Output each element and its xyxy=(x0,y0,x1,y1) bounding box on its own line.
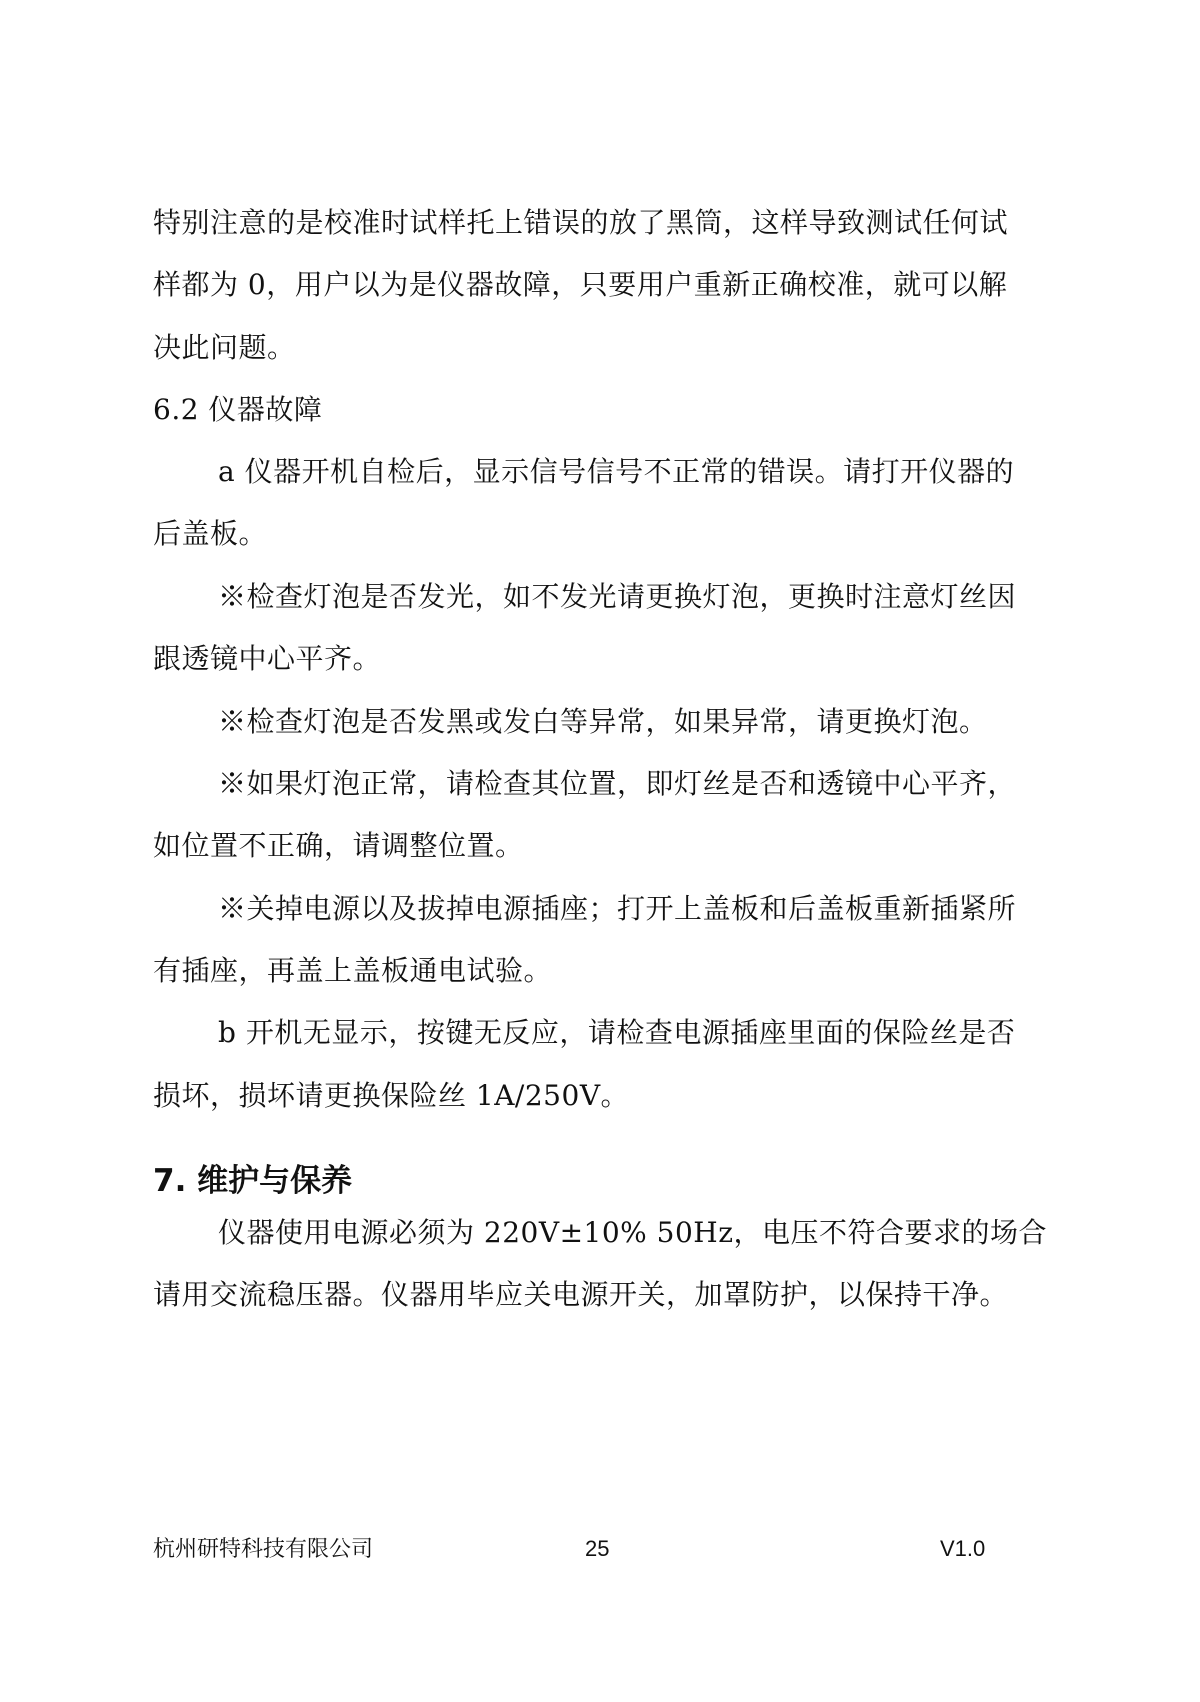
check-4-line-1: ※关掉电源以及拔掉电源插座；打开上盖板和后盖板重新插紧所 xyxy=(218,892,1017,925)
check-3-line-1: ※如果灯泡正常，请检查其位置，即灯丝是否和透镜中心平齐， xyxy=(218,767,1017,800)
footer-company-name: 杭州研特科技有限公司 xyxy=(153,1536,374,1561)
section-7-heading: 7. 维护与保养 xyxy=(153,1163,353,1199)
item-b-line-2: 损坏，损坏请更换保险丝 1A/250V。 xyxy=(153,1079,630,1112)
footer-version: V1.0 xyxy=(940,1536,986,1561)
section-6-2-title: 6.2 仪器故障 xyxy=(153,393,323,426)
check-2-line-1: ※检查灯泡是否发黑或发白等异常，如果异常，请更换灯泡。 xyxy=(218,705,988,738)
footer-page-number: 25 xyxy=(585,1536,610,1561)
section-7-line-2: 请用交流稳压器。仪器用毕应关电源开关，加罩防护，以保持干净。 xyxy=(153,1278,1009,1311)
item-a-line-2: 后盖板。 xyxy=(153,517,268,550)
check-3-line-2: 如位置不正确，请调整位置。 xyxy=(153,829,524,862)
item-a-line-1: a 仪器开机自检后，显示信号信号不正常的错误。请打开仪器的 xyxy=(218,455,1015,488)
intro-line-3: 决此问题。 xyxy=(153,331,296,364)
section-7-line-1: 仪器使用电源必须为 220V±10% 50Hz，电压不符合要求的场合 xyxy=(218,1216,1047,1249)
check-1-line-1: ※检查灯泡是否发光，如不发光请更换灯泡，更换时注意灯丝因 xyxy=(218,580,1017,613)
check-4-line-2: 有插座，再盖上盖板通电试验。 xyxy=(153,954,553,987)
check-1-line-2: 跟透镜中心平齐。 xyxy=(153,642,382,675)
intro-line-2: 样都为 0，用户以为是仪器故障，只要用户重新正确校准，就可以解 xyxy=(153,268,1008,301)
intro-line-1: 特别注意的是校准时试样托上错误的放了黑筒，这样导致测试任何试 xyxy=(153,206,1009,239)
item-b-line-1: b 开机无显示，按键无反应，请检查电源插座里面的保险丝是否 xyxy=(218,1016,1016,1049)
